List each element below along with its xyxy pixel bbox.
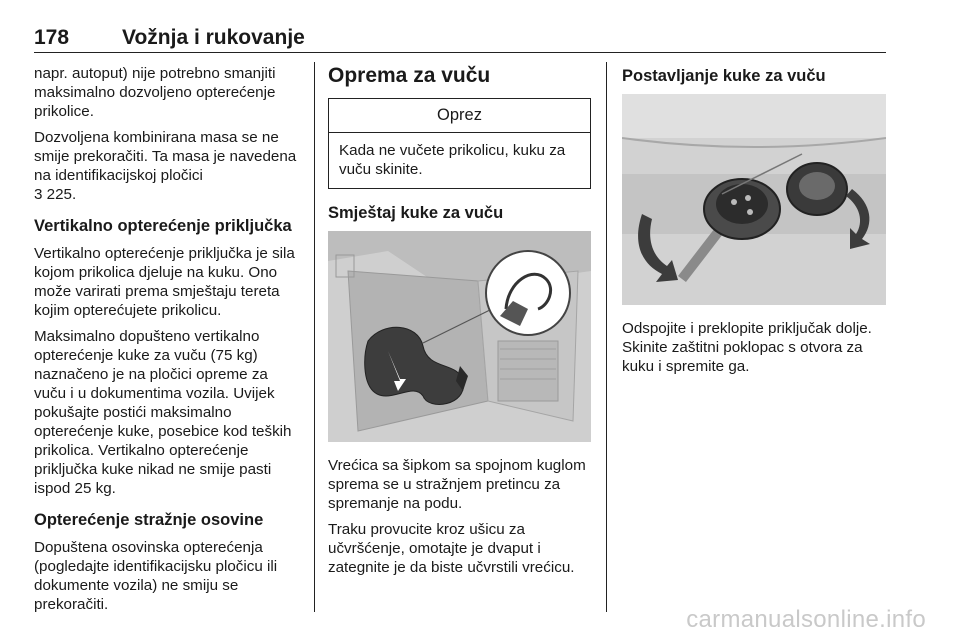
- heading-mounting-towbar: Postavljanje kuke za vuču: [622, 67, 826, 85]
- column-3: [622, 64, 886, 383]
- towbar-storage-illustration: [328, 231, 591, 442]
- paragraph-combined-mass: Dozvoljena kombinirana masa se ne smije prekoračiti. Ta masa je navedena na identifikacijskoj pločici 3 225.: [34, 129, 297, 203]
- watermark-text: carmanualsonline.info: [686, 606, 926, 633]
- paragraph-vertical-load-def: Vertikalno opterećenje priključka je sila kojom prikolica djeluje na kuku. Ono može varirati prema smještaju tereta kojim opterećujete prikolicu.: [34, 245, 295, 319]
- paragraph-max-vertical-load: Maksimalno dopušteno vertikalno opterećenje kuke za vuču (75 kg) naznačeno je na pločici opreme za vuču i u dokumentima vozila. Uvijek pokušajte postići maksimalno opterećenje kuke, posebice kod teških prikolica. Vertikalno opterećenje priključka kuke nikad ne smije pasti ispod 25 kg.: [34, 328, 292, 497]
- caution-heading: Oprez: [329, 99, 590, 133]
- column-divider: [606, 62, 607, 612]
- paragraph-mounting-steps: Odspojite i preklopite priključak dolje. Skinite zaštitni poklopac s otvora za kuku i spremite ga.: [622, 320, 872, 375]
- page-number: 178: [34, 26, 70, 49]
- towbar-mounting-illustration: [622, 94, 886, 305]
- heading-vertical-load: Vertikalno opterećenje priključka: [34, 217, 292, 235]
- caution-text: Kada ne vučete prikolicu, kuku za vuču skinite.: [339, 142, 566, 178]
- section-title-towing-equipment: Oprema za vuču: [328, 64, 491, 87]
- paragraph-bag-storage: Vrećica sa šipkom sa spojnom kuglom sprema se u stražnjem pretincu za spremanje na podu.: [328, 457, 586, 512]
- page-title: Vožnja i rukovanje: [122, 26, 305, 49]
- paragraph-strap: Traku provucite kroz ušicu za učvršćenje, omotajte je dvaput i zategnite je da biste učvrstili vrećicu.: [328, 521, 575, 576]
- heading-towbar-storage: Smještaj kuke za vuču: [328, 204, 504, 222]
- page-header: [34, 26, 886, 53]
- paragraph-axle-load: Dopuštena osovinska opterećenja (pogledajte identifikacijsku pločicu ili dokumente vozila) ne smiju se prekoračiti.: [34, 539, 278, 613]
- column-2: [328, 64, 591, 584]
- page-reference-link[interactable]: 3 225.: [34, 186, 77, 203]
- column-divider: [314, 62, 315, 612]
- column-1: [34, 64, 302, 621]
- heading-rear-axle-load: Opterećenje stražnje osovine: [34, 511, 264, 529]
- paragraph-trailer-load: napr. autoput) nije potrebno smanjiti maksimalno dozvoljeno opterećenje prikolice.: [34, 65, 276, 120]
- caution-box: [328, 98, 591, 189]
